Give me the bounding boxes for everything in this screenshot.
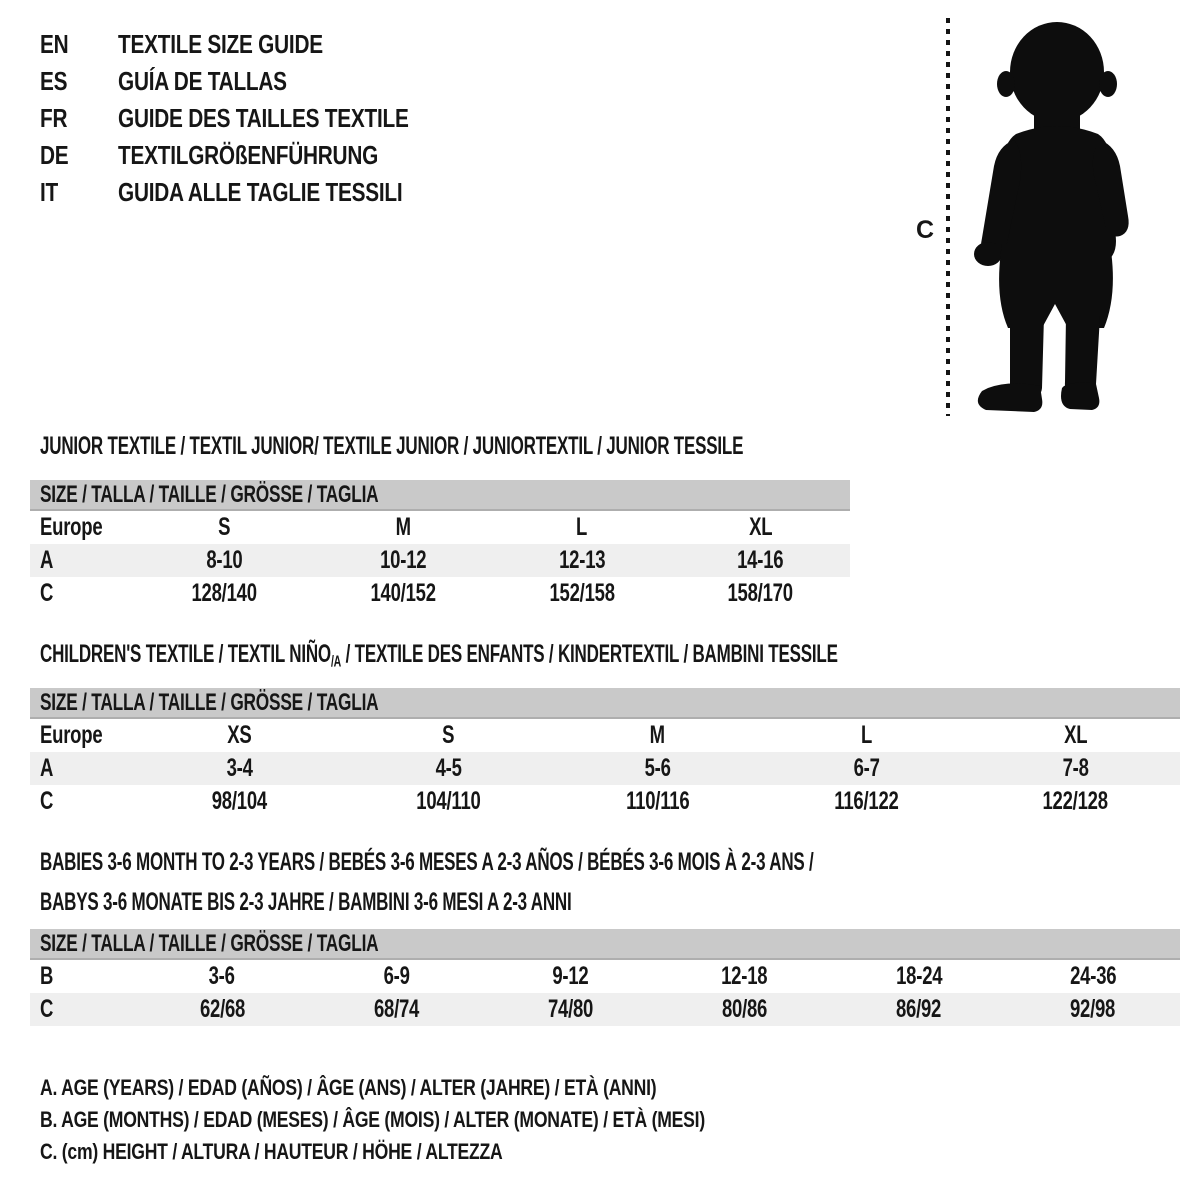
size-header-label: SIZE / TALLA / TAILLE / GRÖSSE / TAGLIA <box>40 688 379 716</box>
months-cell: 6-9 <box>383 962 410 990</box>
size-header-label: SIZE / TALLA / TAILLE / GRÖSSE / TAGLIA <box>40 929 379 957</box>
babies-section-title-line2: BABYS 3-6 MONATE BIS 2-3 JAHRE / BAMBINI 3-6 MESI A 2-3 ANNI <box>40 888 572 916</box>
size-cell: M <box>395 513 411 541</box>
lang-code: ES <box>40 66 68 96</box>
months-cell: 9-12 <box>552 962 589 990</box>
legend-line-b: B. AGE (MONTHS) / EDAD (MESES) / ÂGE (MOIS) / ALTER (MONATE) / ETÀ (MESI) <box>40 1107 705 1132</box>
row-label: C <box>40 579 54 607</box>
size-cell: XL <box>749 513 773 541</box>
table-row-height <box>30 993 1180 1026</box>
height-cell: 68/74 <box>373 995 419 1023</box>
size-cell: L <box>576 513 588 541</box>
lang-code: DE <box>40 140 69 170</box>
months-cell: 24-36 <box>1069 962 1117 990</box>
table-row-height <box>30 785 1180 818</box>
lang-row-fr <box>40 100 481 137</box>
lang-title: TEXTILGRÖßENFÜHRUNG <box>118 140 379 170</box>
height-cell: 98/104 <box>211 787 268 815</box>
lang-code: FR <box>40 103 68 133</box>
table-row-months <box>30 960 1180 993</box>
babies-section-title-line1: BABIES 3-6 MONTH TO 2-3 YEARS / BEBÉS 3-6 MESES A 2-3 AÑOS / BÉBÉS 3-6 MOIS À 2-3 ANS / <box>40 848 814 876</box>
toddler-silhouette-icon <box>958 16 1148 420</box>
height-cell: 110/116 <box>625 787 690 815</box>
row-label: Europe <box>40 721 103 749</box>
size-header-bar <box>30 929 1180 960</box>
age-cell: 4-5 <box>435 754 462 782</box>
table-row-europe <box>30 719 1180 752</box>
lang-title: GUIDA ALLE TAGLIE TESSILI <box>118 177 403 207</box>
age-cell: 8-10 <box>206 546 243 574</box>
size-cell: XL <box>1063 721 1088 749</box>
height-measure-dashed-line <box>946 18 950 416</box>
children-section-title: CHILDREN'S TEXTILE / TEXTIL $NIÑO_{/A}$ / TEXTILE DES ENFANTS / KINDERTEXTIL / BAMBINI TESSILE <box>40 640 838 671</box>
lang-code: IT <box>40 177 59 207</box>
size-cell: XS <box>227 721 252 749</box>
measurement-legend <box>40 1072 871 1168</box>
height-cell: 80/86 <box>722 995 768 1023</box>
row-label: B <box>40 962 54 990</box>
height-cell: 104/110 <box>416 787 481 815</box>
months-cell: 3-6 <box>209 962 236 990</box>
height-cell: 116/122 <box>834 787 899 815</box>
size-cell: S <box>218 513 231 541</box>
months-cell: 12-18 <box>721 962 768 990</box>
height-cell: 158/170 <box>727 579 794 607</box>
height-cell: 152/158 <box>549 579 615 607</box>
lang-code: EN <box>40 29 69 59</box>
size-header-bar <box>30 480 850 511</box>
size-header-label: SIZE / TALLA / TAILLE / GRÖSSE / TAGLIA <box>40 480 379 508</box>
height-cell: 92/98 <box>1070 995 1116 1023</box>
height-cell: 128/140 <box>191 579 258 607</box>
height-cell: 62/68 <box>199 995 245 1023</box>
row-label: A <box>40 754 54 782</box>
size-header-bar <box>30 688 1180 719</box>
row-label: C <box>40 787 54 815</box>
age-cell: 10-12 <box>380 546 427 574</box>
table-row-height <box>30 577 850 610</box>
lang-title: GUÍA DE TALLAS <box>118 66 287 96</box>
row-label: C <box>40 995 54 1023</box>
height-cell: 74/80 <box>547 995 594 1023</box>
row-label: A <box>40 546 54 574</box>
height-cell: 86/92 <box>896 995 942 1023</box>
legend-line-c: C. (cm) HEIGHT / ALTURA / HAUTEUR / HÖHE / ALTEZZA <box>40 1139 503 1164</box>
size-cell: L <box>860 721 873 749</box>
lang-row-de <box>40 137 481 174</box>
age-cell: 14-16 <box>737 546 784 574</box>
junior-size-table <box>30 480 850 610</box>
lang-title: TEXTILE SIZE GUIDE <box>118 29 323 59</box>
language-title-list <box>40 26 481 211</box>
months-cell: 18-24 <box>895 962 942 990</box>
lang-row-es <box>40 63 481 100</box>
babies-size-table <box>30 929 1180 1026</box>
size-cell: M <box>649 721 666 749</box>
row-label: Europe <box>40 513 103 541</box>
lang-row-it <box>40 174 481 211</box>
legend-line-a: A. AGE (YEARS) / EDAD (AÑOS) / ÂGE (ANS) / ALTER (JAHRE) / ETÀ (ANNI) <box>40 1075 657 1100</box>
height-cell: 122/128 <box>1042 787 1109 815</box>
nino-a-subscript: /A <box>330 653 342 671</box>
table-row-age <box>30 544 850 577</box>
children-size-table <box>30 688 1180 818</box>
age-cell: 3-4 <box>226 754 253 782</box>
table-row-age <box>30 752 1180 785</box>
junior-section-title: JUNIOR TEXTILE / TEXTIL JUNIOR/ TEXTILE JUNIOR / JUNIORTEXTIL / JUNIOR TESSILE <box>40 432 744 460</box>
lang-title: GUIDE DES TAILLES TEXTILE <box>118 103 409 133</box>
age-cell: 5-6 <box>644 754 671 782</box>
figure-height-label: C <box>915 216 935 244</box>
age-cell: 7-8 <box>1062 754 1089 782</box>
size-cell: S <box>442 721 455 749</box>
lang-row-en <box>40 26 481 63</box>
age-cell: 6-7 <box>853 754 880 782</box>
table-row-europe <box>30 511 850 544</box>
age-cell: 12-13 <box>558 546 605 574</box>
height-cell: 140/152 <box>370 579 436 607</box>
